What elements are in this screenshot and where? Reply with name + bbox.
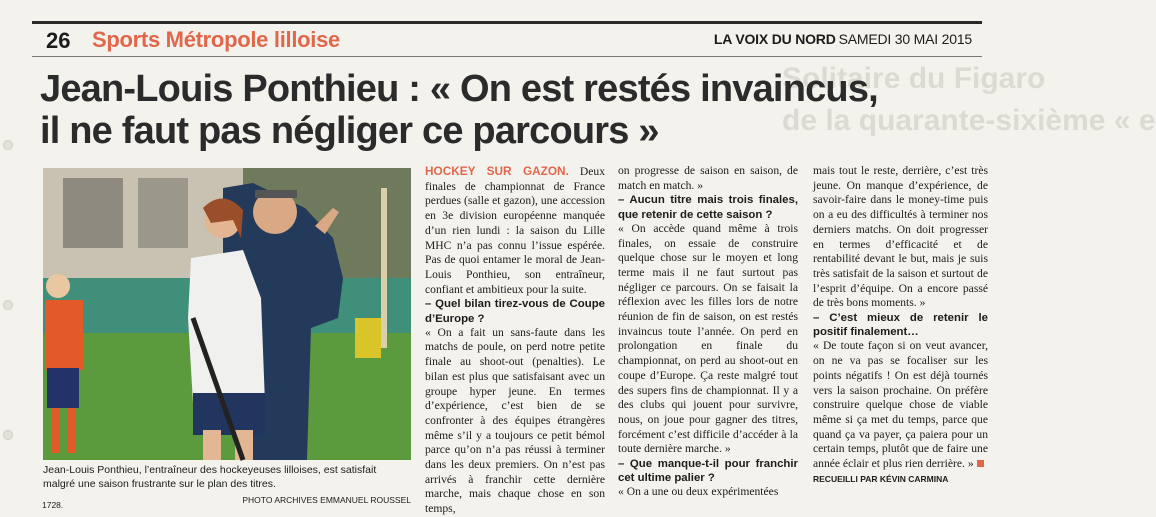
hockey-coach-photo <box>43 168 411 460</box>
caption-text: Jean-Louis Ponthieu, l’entraîneur des hockeyeuses lilloises, est satisfait malgré une saison frustrante sur le plan des titres. <box>43 464 377 490</box>
article-photo <box>43 168 411 460</box>
section-title: Sports Métropole lilloise <box>92 27 340 52</box>
end-mark-icon <box>977 460 984 467</box>
page-number: 26 <box>46 28 71 53</box>
headline-line1: Jean-Louis Ponthieu : « On est restés invaincus, <box>40 68 878 110</box>
article-intro: Deux finales de championnat de France perdues (salle et gazon), une accession en 3e division européenne manquée d’un rien lundi : la saison du Lille MHC n’a pas connu l’issue espérée. Pas de quoi entamer le moral de Jean-Louis Ponthieu, son entraîneur, confiant et ambitieux pour la suite. <box>425 165 605 296</box>
answer-2: « On accède quand même à trois finales, on essaie de construire quelque chose sur le moyen et long terme mais il ne faut surtout pas négliger ce parcours. On se faisait la réflexion avec les filles lors de notre réunion de fin de saison, on est restés invaincus toute l’année. On perd en prolongation en finale du championnat, on perd au shoot-out en coupe d’Europe. Ça reste malgré tout des supers fins de championnat. Il y a des clubs qui jouent pour survivre, nous, on joue pour gagner des titres, forcément c’est difficile d’accéder à la toute dernière marche. » <box>618 221 798 456</box>
issue-date: SAMEDI 30 MAI 2015 <box>838 31 972 47</box>
answer-4: « De toute façon si on veut avancer, on ne va pas se focaliser sur les points négatifs ! On est déjà tournés vers la saison prochaine. On préfère construire quelque chose de viable même si ça met du temps, parce que quand ça va payer, ça paiera pour un certain temps, plutôt que de faire une année éclair et plus rien derrière. » <box>813 339 988 471</box>
page-code: 1728. <box>42 500 64 510</box>
article-column-1 <box>425 164 605 517</box>
question-4: – C’est mieux de retenir le positif finalement… <box>813 312 988 339</box>
question-1: – Quel bilan tirez-vous de Coupe d’Europe ? <box>425 298 605 325</box>
photo-caption <box>43 463 411 507</box>
article-column-2 <box>618 164 798 500</box>
answer-3: « On a une ou deux expérimentées <box>618 485 779 499</box>
photo-credit: PHOTO ARCHIVES EMMANUEL ROUSSEL <box>242 495 411 505</box>
newspaper-name: LA VOIX DU NORD <box>713 31 836 47</box>
article-column-3 <box>813 164 988 486</box>
adjacent-headline-line1: Solitaire du Figaro <box>782 62 1046 95</box>
headline-line2: il ne faut pas négliger ce parcours » <box>40 110 659 152</box>
question-2: – Aucun titre mais trois finales, que retenir de cette saison ? <box>618 194 798 221</box>
adjacent-headline-line2: de la quarante-sixième « e <box>782 104 1156 137</box>
answer-1-continued: on progresse de saison en saison, de match en match. » <box>618 164 798 192</box>
question-3: – Que manque-t-il pour franchir cet ultime palier ? <box>618 458 798 485</box>
answer-1: « On a fait un sans-faute dans les matchs de poule, on perd notre petite finale au shoot-out (penalties). Le bilan est plus que satisfaisant avec un groupe hyper jeune. En termes d’expérience, c’est bien de se confronter à des équipes étrangères même s’il y a toujours ce petit bémol parce qu’on n’a pas réussi à terminer dans les deux premiers. On n’est pas arrivés à franchir cette dernière marche, mais chaque chose en son temps, <box>425 325 605 516</box>
answer-3-continued: mais tout le reste, derrière, c’est très jeune. On manque d’expérience, de savoir-faire dans le money-time puis on a eu des difficultés à terminer nos derniers matchs. On doit progresser en termes d’efficacité et de rentabilité devant le but, mais je suis très satisfait de la saison et surtout de l’esprit d’équipe. On a encore passé de très bons moments. » <box>813 164 988 310</box>
header-rule <box>32 56 982 57</box>
article-kicker: HOCKEY SUR GAZON. <box>425 164 569 178</box>
masthead <box>714 31 972 47</box>
page-header <box>32 21 982 55</box>
byline: RECUEILLI PAR KÉVIN CARMINA <box>813 473 949 484</box>
article-headline <box>40 68 940 152</box>
